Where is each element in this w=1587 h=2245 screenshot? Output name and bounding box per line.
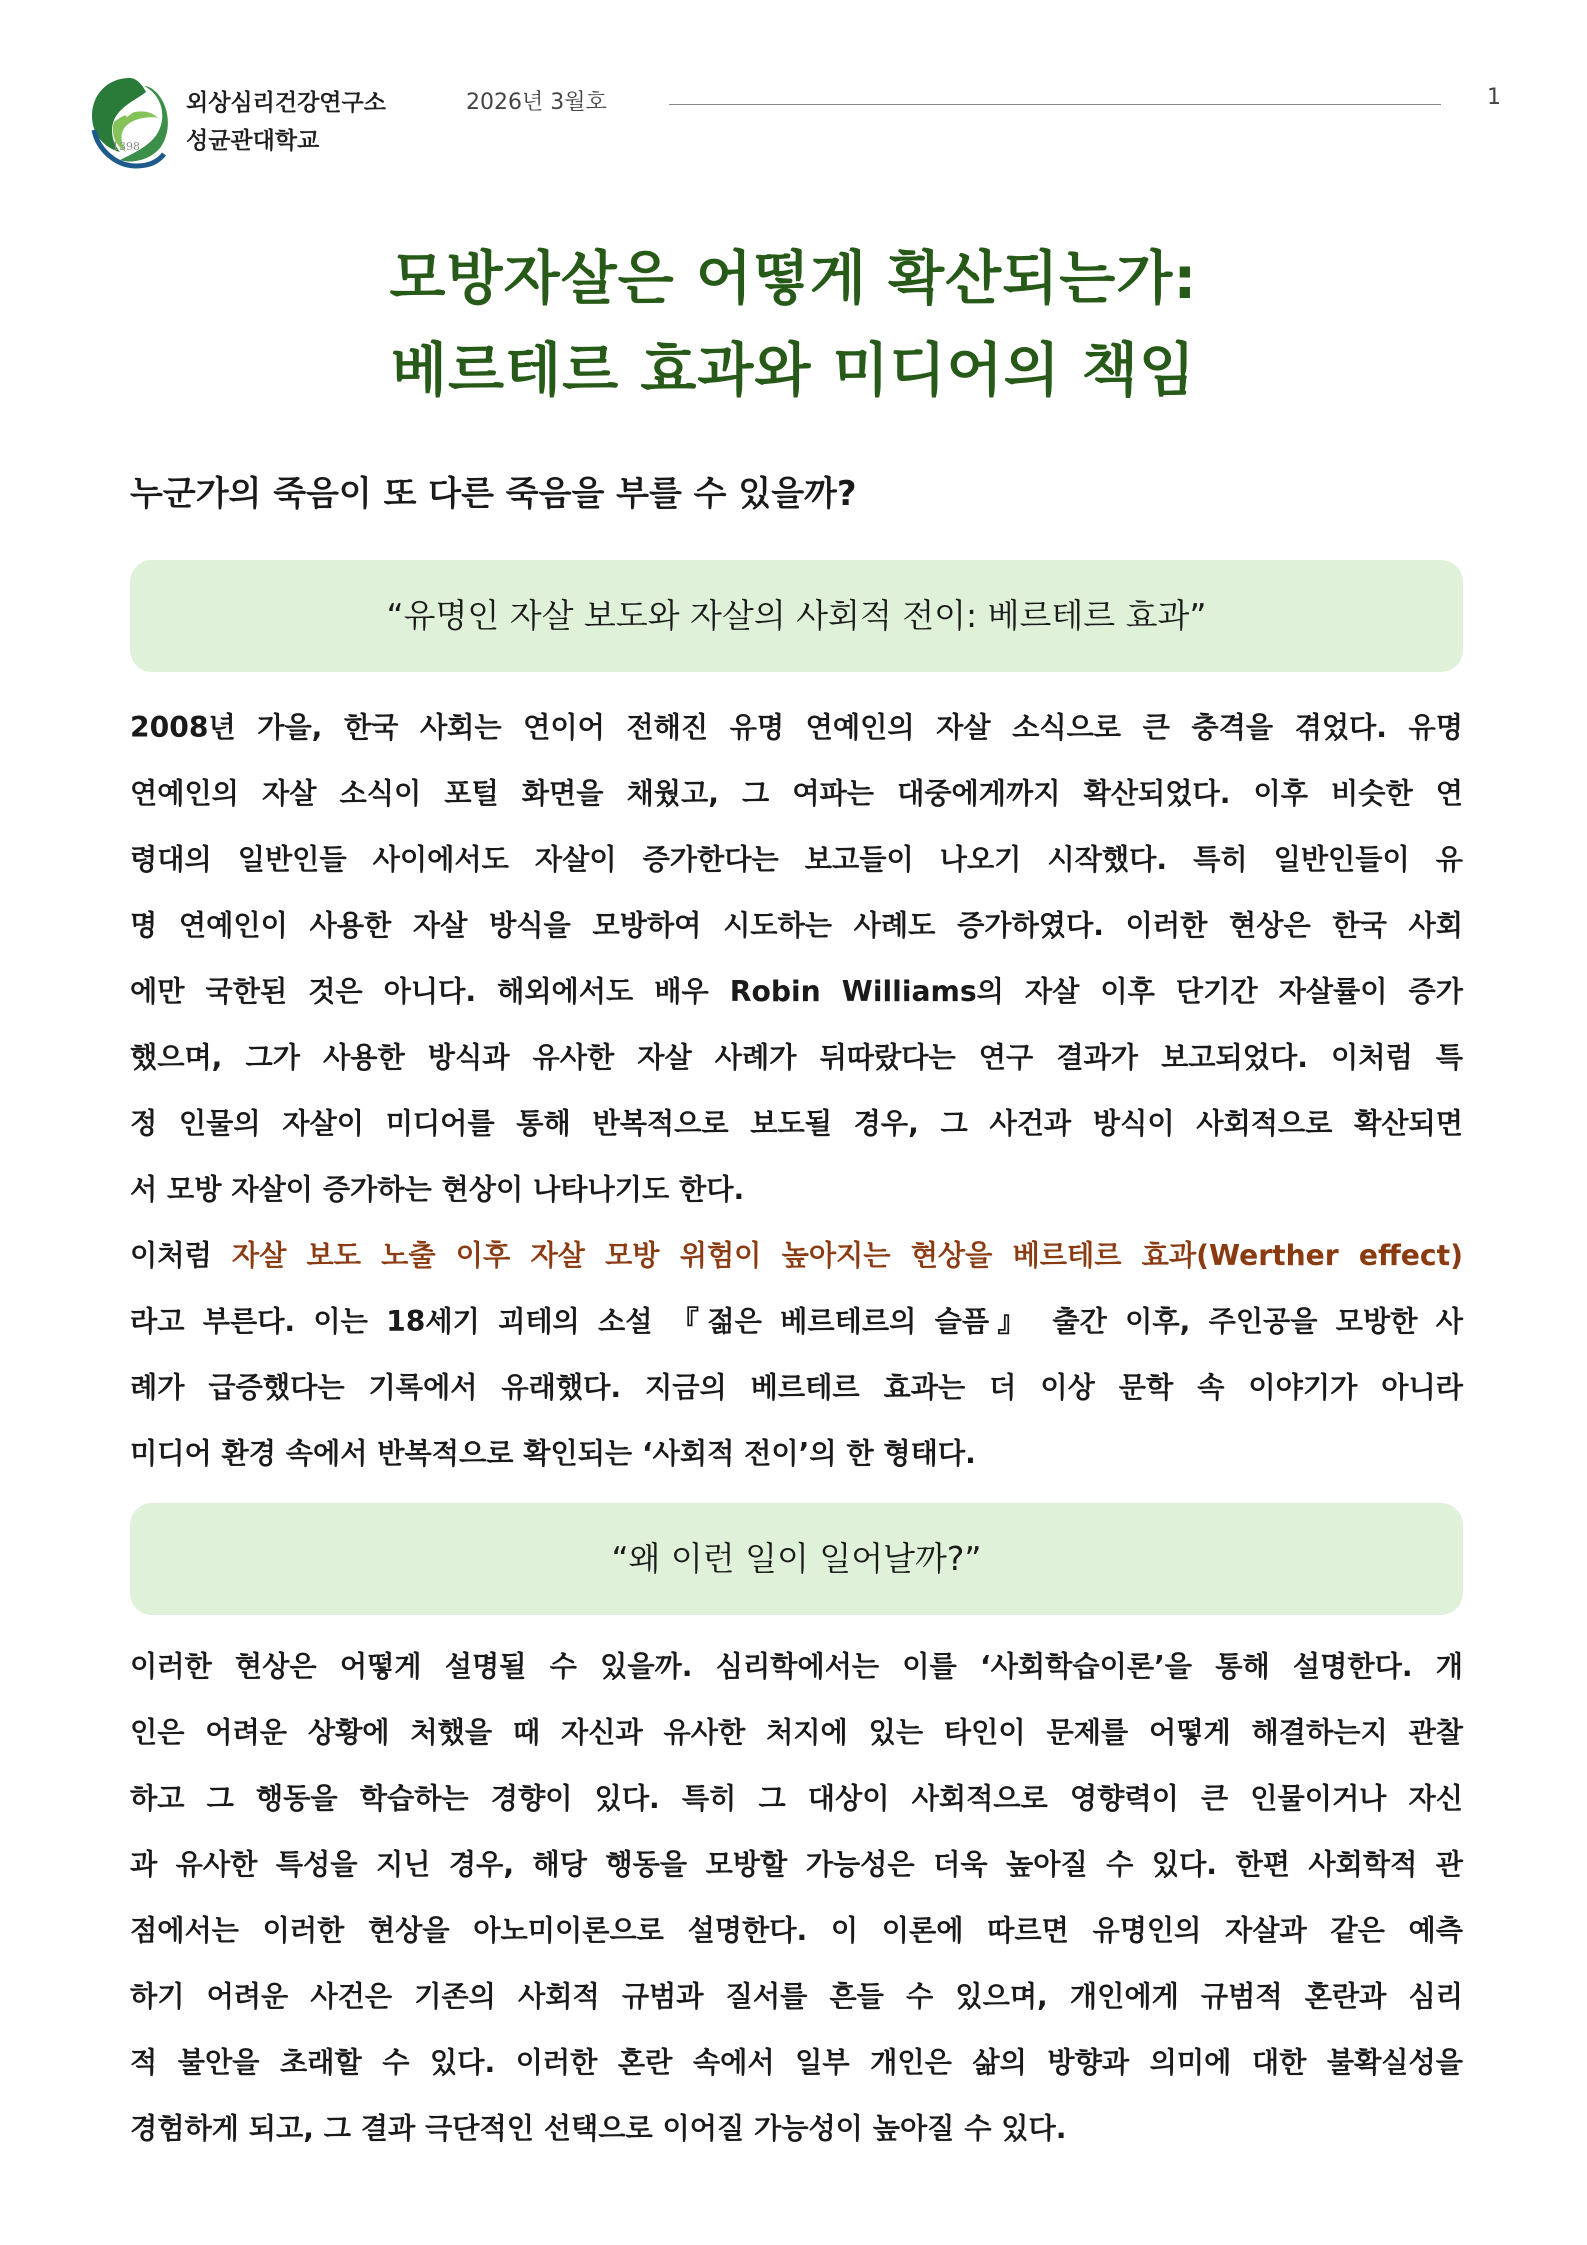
lead-text: 이처럼 xyxy=(130,1239,232,1272)
page-number: 1 xyxy=(1487,85,1501,110)
text-line: 과 유사한 특성을 지닌 경우, 해당 행동을 모방할 가능성은 더욱 높아질 수 있다. 한편 사회학적 관 xyxy=(130,1848,1463,1881)
text-line: 인은 어려운 상황에 처했을 때 자신과 유사한 처지에 있는 타인이 문제를 어떻게 해결하는지 관찰 xyxy=(130,1716,1463,1749)
organization-name xyxy=(186,84,386,160)
body-section-2 xyxy=(130,1634,1463,2162)
text-line: 미디어 환경 속에서 반복적으로 확인되는 ‘사회적 전이’의 한 형태다. xyxy=(130,1437,976,1470)
text-line: 이러한 현상은 어떻게 설명될 수 있을까. 심리학에서는 이를 ‘사회학습이론’을 통해 설명한다. 개 xyxy=(130,1650,1463,1683)
text-line: 명 연예인이 사용한 자살 방식을 모방하여 시도하는 사례도 증가하였다. 이러한 현상은 한국 사회 xyxy=(130,909,1463,942)
text-line: 례가 급증했다는 기록에서 유래했다. 지금의 베르테르 효과는 더 이상 문학 속 이야기가 아니라 xyxy=(130,1371,1463,1404)
section-heading-why: “왜 이런 일이 일어날까?” xyxy=(130,1503,1463,1615)
text-line: 하고 그 행동을 학습하는 경향이 있다. 특히 그 대상이 사회적으로 영향력이 큰 인물이거나 자신 xyxy=(130,1782,1463,1815)
text-line: 정 인물의 자살이 미디어를 통해 반복적으로 보도될 경우, 그 사건과 방식이 사회적으로 확산되면 xyxy=(130,1107,1463,1140)
title-line-1: 모방자살은 어떻게 확산되는가: xyxy=(389,244,1198,312)
title-line-2: 베르테르 효과와 미디어의 책임 xyxy=(391,336,1196,404)
article-subtitle: 누군가의 죽음이 또 다른 죽음을 부를 수 있을까? xyxy=(130,474,857,514)
text-line: 서 모방 자살이 증가하는 현상이 나타나기도 한다. xyxy=(130,1173,745,1206)
article-title xyxy=(86,232,1501,416)
text-line: 점에서는 이러한 현상을 아노미이론으로 설명한다. 이 이론에 따르면 유명인의 자살과 같은 예측 xyxy=(130,1914,1463,1947)
section-heading-werther: “유명인 자살 보도와 자살의 사회적 전이: 베르테르 효과” xyxy=(130,560,1463,672)
text-line: 경험하게 되고, 그 결과 극단적인 선택으로 이어질 가능성이 높아질 수 있다. xyxy=(130,2112,1067,2145)
page-header xyxy=(86,72,1501,172)
werther-definition-highlight: 자살 보도 노출 이후 자살 모방 위험이 높아지는 현상을 베르테르 효과(Werther effect) xyxy=(231,1239,1463,1272)
text-line: 2008년 가을, 한국 사회는 연이어 전해진 유명 연예인의 자살 소식으로 큰 충격을 겪었다. 유명 xyxy=(130,711,1463,744)
text-line: 라고 부른다. 이는 18세기 괴테의 소설 『젊은 베르테르의 슬픔』 출간 이후, 주인공을 모방한 사 xyxy=(130,1305,1463,1338)
text-line: 했으며, 그가 사용한 방식과 유사한 자살 사례가 뒤따랐다는 연구 결과가 보고되었다. 이처럼 특 xyxy=(130,1041,1463,1074)
body-section-1 xyxy=(130,695,1463,1487)
text-line-highlight xyxy=(130,1223,1463,1289)
logo-year: 1398 xyxy=(112,140,140,153)
issue-date: 2026년 3월호 xyxy=(466,90,607,115)
org-line-2: 성균관대학교 xyxy=(186,128,320,154)
text-line: 령대의 일반인들 사이에서도 자살이 증가한다는 보고들이 나오기 시작했다. 특히 일반인들이 유 xyxy=(130,843,1463,876)
text-line: 적 불안을 초래할 수 있다. 이러한 혼란 속에서 일부 개인은 삶의 방향과 의미에 대한 불확실성을 xyxy=(130,2046,1463,2079)
org-line-1: 외상심리건강연구소 xyxy=(186,90,386,116)
text-line: 에만 국한된 것은 아니다. 해외에서도 배우 Robin Williams의 자살 이후 단기간 자살률이 증가 xyxy=(130,975,1463,1008)
text-line: 연예인의 자살 소식이 포털 화면을 채웠고, 그 여파는 대중에게까지 확산되었다. 이후 비슷한 연 xyxy=(130,777,1463,810)
text-line: 하기 어려운 사건은 기존의 사회적 규범과 질서를 흔들 수 있으며, 개인에게 규범적 혼란과 심리 xyxy=(130,1980,1463,2013)
header-divider xyxy=(669,104,1441,105)
university-logo xyxy=(86,72,172,172)
